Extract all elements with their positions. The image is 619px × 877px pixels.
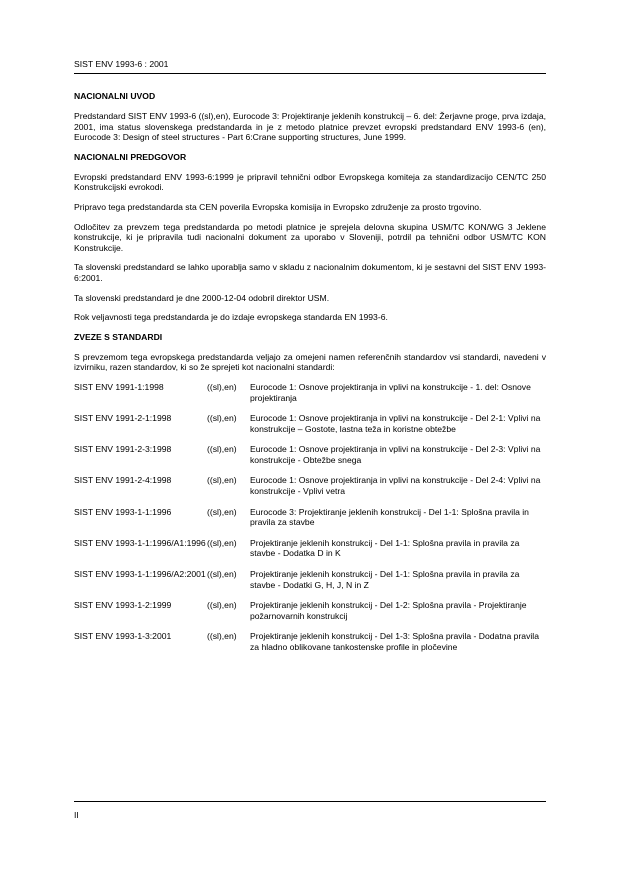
- section-heading: ZVEZE S STANDARDI: [74, 331, 163, 342]
- section-heading: NACIONALNI UVOD: [74, 91, 156, 101]
- table-row: [74, 444, 546, 475]
- standard-title: Projektiranje jeklenih konstrukcij - Del 1-1: Splošna pravila in pravila za stavbe - Dodatka D in K: [250, 537, 520, 559]
- standard-code: SIST ENV 1993-1-1:1996: [74, 506, 172, 517]
- standard-title: Eurocode 1: Osnove projektiranja in vplivi na konstrukcije - 1. del: Osnove projektiranja: [250, 381, 531, 403]
- standard-code: SIST ENV 1993-1-3:2001: [74, 631, 172, 642]
- paragraph: Ta slovenski predstandard se lahko uporablja samo v skladu z nacionalnim dokumentom, ki je sestavni del SIST ENV 1993-6:2001.: [74, 262, 546, 283]
- standard-language: ((sl),en): [207, 381, 237, 392]
- table-row: [74, 631, 546, 662]
- footer-rule: [74, 801, 546, 802]
- header-rule: [74, 73, 546, 74]
- standard-code: SIST ENV 1991-2-4:1998: [74, 475, 172, 486]
- standard-code: SIST ENV 1991-2-3:1998: [74, 444, 172, 455]
- section-zveze-s-standardi: [74, 332, 546, 663]
- standard-code: SIST ENV 1993-1-1:1996/A2:2001: [74, 569, 206, 580]
- standard-language: ((sl),en): [207, 506, 237, 517]
- standard-language: ((sl),en): [207, 475, 237, 486]
- standard-title: Eurocode 3: Projektiranje jeklenih konstrukcij - Del 1-1: Splošna pravila in pravila za stavbe: [250, 506, 529, 528]
- paragraph: Rok veljavnosti tega predstandarda je do izdaje evropskega standarda EN 1993-6.: [74, 312, 388, 323]
- table-row: [74, 382, 546, 413]
- table-row: [74, 600, 546, 631]
- standard-code: SIST ENV 1991-1:1998: [74, 381, 164, 392]
- standard-title: Eurocode 1: Osnove projektiranja in vplivi na konstrukcije - Del 2-4: Vplivi na konstrukcije - Vplivi vetra: [250, 475, 541, 497]
- standard-language: ((sl),en): [207, 413, 237, 424]
- standard-language: ((sl),en): [207, 444, 237, 455]
- standard-code: SIST ENV 1993-1-2:1999: [74, 600, 172, 611]
- standard-language: ((sl),en): [207, 569, 237, 580]
- standard-code: SIST ENV 1991-2-1:1998: [74, 413, 172, 424]
- standard-language: ((sl),en): [207, 631, 237, 642]
- running-header: SIST ENV 1993-6 : 2001: [74, 59, 169, 69]
- document-content: [74, 91, 546, 663]
- standard-code: SIST ENV 1993-1-1:1996/A1:1996: [74, 537, 206, 548]
- paragraph: S prevzemom tega evropskega predstandarda veljajo za omejeni namen referenčnih standardov vsi standardi, navedeni v izvirniku, razen standardov, ki so že sprejeti kot nacionalni standardi:: [74, 351, 546, 373]
- table-row: [74, 475, 546, 506]
- paragraph: Pripravo tega predstandarda sta CEN poverila Evropska komisija in Evropsko združenje za prosto trgovino.: [74, 201, 482, 212]
- standard-language: ((sl),en): [207, 537, 237, 548]
- standard-title: Eurocode 1: Osnove projektiranja in vplivi na konstrukcije - Del 2-1: Vplivi na konstrukcije – Gostote, lastna teža in koristne obtežbe: [250, 413, 541, 434]
- table-row: [74, 413, 546, 444]
- table-row: [74, 569, 546, 600]
- section-nacionalni-predgovor: [74, 152, 546, 323]
- section-nacionalni-uvod: [74, 91, 546, 143]
- standard-title: Projektiranje jeklenih konstrukcij - Del 1-3: Splošna pravila - Dodatna pravila za hladno oblikovane tankostenske profile in pločevine: [250, 631, 539, 652]
- paragraph: Ta slovenski predstandard je dne 2000-12-04 odobril direktor USM.: [74, 292, 330, 303]
- section-heading: NACIONALNI PREDGOVOR: [74, 151, 187, 162]
- standard-title: Projektiranje jeklenih konstrukcij - Del 1-2: Splošna pravila - Projektiranje požarnovarnih konstrukcij: [250, 600, 527, 621]
- table-row: [74, 507, 546, 538]
- table-row: [74, 538, 546, 569]
- standard-title: Eurocode 1: Osnove projektiranja in vplivi na konstrukcije - Del 2-3: Vplivi na konstrukcije - Obtežbe snega: [250, 444, 541, 465]
- paragraph: Odločitev za prevzem tega predstandarda po metodi platnice je sprejela delovna skupina USM/TC KON/WG 3 Jeklene konstrukcije, ki je pripravila tudi nacionalni dokument za uporabo v Sloveniji, potrdil pa tehnični odbor USM/TC KON Konstrukcije.: [74, 221, 546, 253]
- standard-language: ((sl),en): [207, 600, 237, 611]
- paragraph: Evropski predstandard ENV 1993-6:1999 je pripravil tehnični odbor Evropskega komiteja za standardizacijo CEN/TC 250 Konstrukcijski evrokodi.: [74, 171, 546, 193]
- reference-standards-table: [74, 382, 546, 663]
- standard-title: Projektiranje jeklenih konstrukcij - Del 1-1: Splošna pravila in pravila za stavbe - Dodatki G, H, J, N in Z: [250, 569, 520, 590]
- page-number: II: [74, 810, 79, 820]
- paragraph: Predstandard SIST ENV 1993-6 ((sl),en), Eurocode 3: Projektiranje jeklenih konstrukcij – 6. del: Žerjavne proge, prva izdaja, 2001, ima status slovenskega predstandarda in je z metodo platnice prevzet evropski predstandard ENV 1993-6 (en), Eurocode 3: Design of steel structures - Part 6:Crane supporting structures, June 1999.: [74, 111, 546, 143]
